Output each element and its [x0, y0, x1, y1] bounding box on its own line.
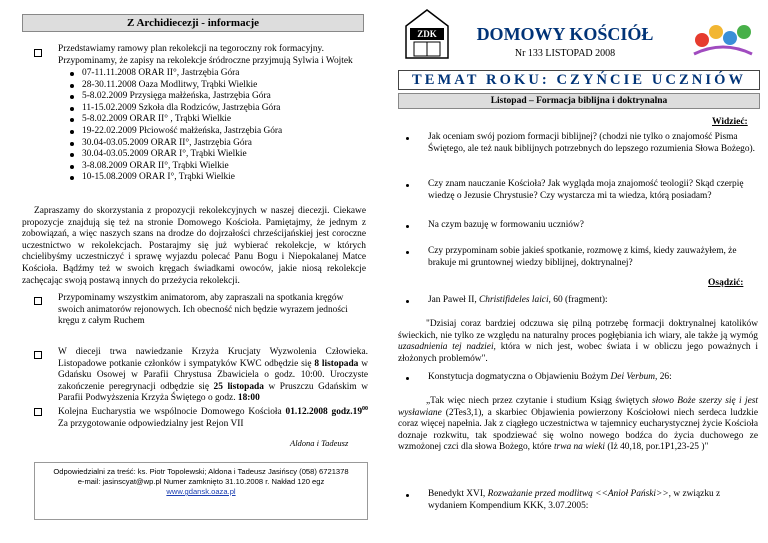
krucjata-date-2: 25 listopada [213, 381, 264, 392]
checkbox-bullet-icon [34, 297, 42, 305]
logo-text: ZDK [417, 29, 437, 39]
quote-2-text: „Tak więc niech przez czytanie i studium Ksiąg świętych [426, 396, 653, 406]
eucharist-date [286, 407, 368, 417]
animators-note: Przypominamy wszystkim animatorom, aby zapraszali na spotkania kręgów swoich animatorów rejonowych. Ich obecność nich będzie wyrazem jedności kręgu z całym Ruchem [58, 293, 348, 327]
retreat-paragraph: Zapraszamy do skorzystania z propozycji rekolekcyjnych w naszej diecezji. Ciekawe propozycje znajdują się też na stronie Domowego Kościoła. Pamiętajmy, że jednym z zobowiązań, a więc naszych szans na drodze do dojrzałości chrześcijańskiej jest coroczne uczestnictwo w rekolekcjach. Postarajmy się już wybierać rekolekcje, w których chcielibyśmy uczestniczyć i sprawę wyjazdu polecać Panu Bogu i Niepokalanej Matce Kościoła. Bądźmy też w swoich kręgach świadkami owoców, jakie niosą rekolekcje zachęcając swoją postawą innych do przeżycia rekolekcji. [22, 206, 366, 286]
source-2-ref: 26: [657, 372, 672, 382]
quote-2-body: (2Tes3,1), a skarbiec Objawienia powierzony Kościołowi niech serdeca ludzkie coraz więcej napełnia. Jak z ciągłego uczestnictwa w tajemnicy eucharystycznej życie Kościoła doznaje rozkwitu, tak spodziewać się wolno nowego bodźca do życia duchowego ze wzmożonej czci dla słowa Bożego, które [398, 407, 758, 453]
bullet-icon [406, 494, 409, 497]
footer-line-2: e-mail: jasinscyat@wp.pl Numer zamknięto 31.10.2008 r. Nakład 120 egz [77, 477, 325, 486]
retreat-list [60, 68, 360, 184]
retreat-item: 5-8.02.2009 Przysięga małżeńska, Jastrzębia Góra [60, 91, 360, 103]
source-1-ref: 60 (fragment): [550, 295, 608, 305]
eucharist-text: Kolejna Eucharystia we wspólnocie Domowego Kościoła [58, 407, 286, 418]
retreat-intro: Przedstawiamy ramowy plan rekolekcji na tegoroczny rok formacyjny. Przypominamy, że zapisy na rekolekcje śródroczne przyjmują Sylwia i Wojtek [58, 44, 353, 66]
section-header: Z Archidiecezji - informacje [22, 14, 364, 32]
eucharist-time-sup: 00 [362, 406, 369, 412]
source-2-title: Konstytucja dogmatyczna o Objawieniu Bożym [428, 372, 611, 382]
eucharist-text-2: Za przygotowanie odpowiedzialny jest Rejon VII [58, 418, 244, 429]
signature: Aldona i Tadeusz [290, 438, 349, 448]
krucjata-note [58, 347, 368, 405]
quote-1-end: która w nich jest, wobec świata i w obliczu jego poważnych i złożonych problemów". [398, 342, 758, 364]
krucjata-time: 18:00 [237, 393, 260, 404]
quote-2-italic-2: trwa na wieki [553, 442, 605, 453]
footer-box [34, 462, 368, 520]
krucjata-text-2: w Gdańsku Osowej w Parafii Chrystusa Zbawiciela o godz. 10:00. Uroczyste zakończenie peregrynacji odbędzie się [58, 358, 368, 392]
source-3 [428, 489, 758, 512]
question-4: Czy przypominam sobie jakieś spotkanie, rozmowę z kimś, kiedy zauważyłem, że brakuje mi gruntownej wiedzy biblijnej, doktrynalnej? [428, 246, 737, 268]
bullet-icon [406, 137, 409, 140]
quote-2-end: (Iż 40,18, por.1P1,23-25 )" [604, 442, 709, 453]
bullet-icon [406, 184, 409, 187]
source-3-title: Rozważanie przed modlitwą <<Anioł Pański>>, [487, 489, 672, 499]
source-3-author: Benedykt XVI, [428, 489, 488, 499]
retreat-item: 19-22.02.2009 Płciowość małżeńska, Jastrzębia Góra [60, 126, 360, 138]
question-1: Jak oceniam swój poziom formacji biblijnej? (chodzi nie tylko o znajomość Pisma Świętego, ale też nauk biblijnych potrzebnych do lepszego rozumienia Słowa Bożego). [428, 132, 755, 154]
bullet-icon [406, 300, 409, 303]
retreat-item: 30.04-03.05.2009 ORAR II°, Jastrzębia Góra [60, 138, 360, 150]
eucharist-note [58, 404, 368, 430]
bullet-icon [406, 225, 409, 228]
zdk-logo [404, 8, 450, 60]
source-1-title: Christifideles laici, [479, 295, 551, 305]
quote-1-italic: uzasadnienia tej nadziei, [398, 342, 496, 353]
quote-2 [398, 396, 758, 454]
footer-link[interactable]: www.gdansk.oaza.pl [166, 487, 236, 496]
retreat-item: 07-11.11.2008 ORAR II°, Jastrzębia Góra [60, 68, 360, 80]
quote-2-italic: słowo Boże szerzy się i jest wysławiane [398, 396, 758, 418]
checkbox-bullet-icon [34, 408, 42, 416]
retreat-item: 11-15.02.2009 Szkoła dla Rodziców, Jastrzębia Góra [60, 103, 360, 115]
question-3: Na czym bazuję w formowaniu uczniów? [428, 220, 584, 230]
source-2-latin: Dei Verbum, [610, 372, 658, 382]
krucjata-date-1: 8 listopada [314, 358, 359, 369]
children-logo [688, 10, 758, 62]
source-3-ref: w związku z wydaniem Kompendium KKK, 3.07.2005: [428, 489, 721, 511]
section-see: Widzieć: [712, 117, 748, 127]
question-2: Czy znam nauczanie Kościoła? Jak wygląda moja znajomość teologii? Skąd czerpię wiedzę o Jezusie Chrystusie? Czy wystarcza mi ta wiedza, którą posiadam? [428, 179, 744, 201]
section-judge: Osądzić: [708, 278, 744, 288]
retreat-item: 28-30.11.2008 Oaza Modlitwy, Trąbki Wielkie [60, 80, 360, 92]
theme-banner: TEMAT ROKU: CZYŃCIE UCZNIÓW [398, 70, 760, 90]
retreat-item: 30.04-03.05.2009 ORAR I°, Trąbki Wielkie [60, 149, 360, 161]
retreat-item: 10-15.08.2009 ORAR I°, Trąbki Wielkie [60, 172, 360, 184]
page-title: DOMOWY KOŚCIÓŁ [476, 24, 654, 44]
month-topic: Listopad – Formacja biblijna i doktrynalna [398, 93, 760, 109]
krucjata-text-3: w Pruszczu Gdańskim w Parafii Podwyższenia Krzyża Świętego o godz. [58, 381, 368, 404]
retreat-item: 3-8.08.2009 ORAR II°, Trąbki Wielkie [60, 161, 360, 173]
issue-number: Nr 133 LISTOPAD 2008 [514, 48, 616, 59]
quote-1 [398, 319, 758, 365]
footer-line-1: Odpowiedzialni za treść: ks. Piotr Topolewski; Aldona i Tadeusz Jasińscy (058) 6721378 [53, 467, 349, 476]
checkbox-bullet-icon [34, 351, 42, 359]
source-1 [428, 295, 758, 307]
checkbox-bullet-icon [34, 49, 42, 57]
retreat-item: 5-8.02.2009 ORAR II° , Trąbki Wielkie [60, 114, 360, 126]
quote-1-text: "Dzisiaj coraz bardziej odczuwa się pilną potrzebę formacji doktrynalnej katolików świeckich, nie tylko ze względu na naturalny proces pogłębiania ich wiary, ale także ją wymóg [398, 319, 758, 341]
source-1-author: Jan Paweł II, [428, 295, 480, 305]
eucharist-date-text: 01.12.2008 godz.19 [285, 407, 363, 418]
bullet-icon [406, 377, 409, 380]
source-2 [428, 372, 758, 384]
bullet-icon [406, 251, 409, 254]
krucjata-text-1: W dieceji trwa nawiedzanie Krzyża Krucjaty Wyzwolenia Człowieka. Listopadowe potkanie członków i sympatyków KWC odbędzie się [58, 347, 368, 369]
